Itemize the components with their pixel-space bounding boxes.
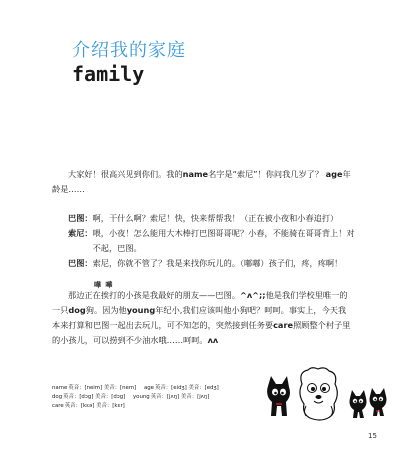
story-text-2: 他是我们学校里唯一的一只 (52, 290, 348, 315)
glossary-pron: 英音：[neim] 美音：[nem] (68, 385, 137, 391)
cartoon-characters-illustration (262, 366, 390, 426)
vocab-gloss-dog: 狗 (85, 305, 94, 315)
intro-text-2: 是“索尼”！你问我几岁了？ (224, 169, 324, 179)
dialogue-line (68, 256, 358, 271)
vocab-word-age: age (325, 169, 343, 179)
glossary-row (52, 384, 272, 393)
speaker-label: 巴图： (68, 213, 93, 223)
white-dog-icon (300, 368, 337, 420)
intro-text-3: 是…… (60, 184, 85, 194)
glossary-row (52, 402, 272, 411)
dialogue-text: 啊，干什么啊？索尼！快，快来帮帮我！（正在被小夜和小春追打） (92, 213, 339, 223)
speaker-label: 巴图： (68, 258, 93, 268)
dialogue-line (68, 211, 358, 226)
vocab-word-care: care (273, 320, 294, 330)
dialogue-text: 喂，小夜！怎么能用大木棒打巴图哥哥呢？小春，不能骑在哥哥背上！对不起，巴图。 (92, 228, 355, 253)
end-mark: ʌʌ (207, 335, 219, 345)
story-text-1: 那边正在挨打的小孩是我最好的朋友——巴图。 (68, 290, 240, 300)
story-text-4: ,我们应该叫他小狗吧？呵呵。事实上，今天我本来打算和巴图一起出去玩儿，可不知怎的，突然接到任务要 (52, 305, 347, 330)
glossary-pron: 英音：[eidʒ] 美音：[edʒ] (155, 385, 219, 391)
vocab-word-young: young (126, 305, 156, 315)
intro-text-1: 大家好！很高兴见到你们。我的 (68, 169, 183, 179)
vocab-gloss-young: 年纪小 (155, 305, 180, 315)
intro-paragraph (52, 167, 352, 197)
glossary-word: name (52, 385, 68, 391)
pronunciation-glossary (52, 384, 272, 411)
page-number: 15 (368, 432, 377, 440)
dialogue-line (68, 226, 358, 256)
page-title: 介绍我的家庭 (72, 40, 186, 61)
inline-sfx: ^ʌ^;; (239, 290, 266, 300)
vocab-gloss-age: 年龄 (52, 169, 351, 194)
glossary-row (52, 393, 272, 402)
glossary-word: care (52, 403, 64, 409)
black-cat-left-icon (267, 376, 290, 416)
speaker-label: 索尼： (68, 228, 93, 238)
glossary-word: young (132, 394, 150, 400)
story-text-5: 整个村子里的小孩儿，可以捞到不少油水哦……呵呵。 (52, 320, 351, 345)
glossary-pron: 英音：[dɔg] 美音：[dɔg] (63, 394, 126, 400)
glossary-word: age (143, 385, 154, 391)
black-kitten-icon (350, 390, 367, 418)
vocab-word-name: name (182, 169, 209, 179)
vocab-gloss-care: 照顾 (293, 320, 310, 330)
dialogue-block (68, 211, 358, 271)
vocab-word-dog: dog (68, 305, 86, 315)
vocab-gloss-name: 名字 (208, 169, 225, 179)
story-text-3: 。因为他 (93, 305, 127, 315)
page-subtitle: family (72, 62, 145, 86)
glossary-word: dog (52, 394, 63, 400)
story-paragraph (52, 288, 352, 348)
sound-effect: 嘩 嘩 (94, 281, 114, 289)
glossary-pron: 英音：[jʌŋ] 美音：[jʌŋ] (150, 394, 210, 400)
black-kitten-icon (370, 388, 387, 416)
dialogue-text: 索尼，你就不管了？我是来找你玩儿的。（嘟嘟）孩子们，疼，疼啊！ (92, 258, 343, 268)
glossary-pron: 英音：[kɛə] 美音：[kɛr] (64, 403, 125, 409)
